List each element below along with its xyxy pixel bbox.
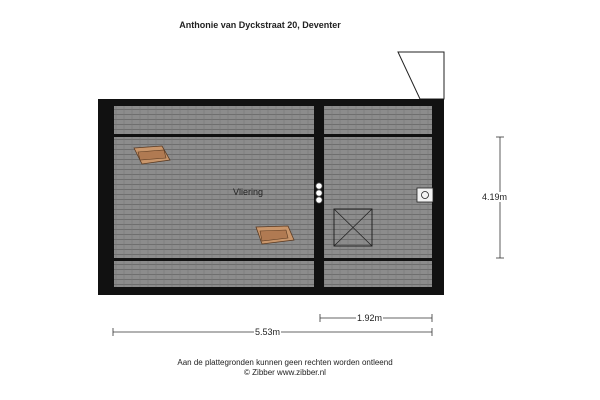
room-label-vliering: Vliering — [233, 187, 264, 197]
height-dimension-label: 4.19m — [482, 192, 508, 202]
roof-panel-top-right — [324, 106, 432, 134]
page-title: Anthonie van Dyckstraat 20, Deventer — [179, 20, 341, 30]
dormer-outline — [398, 52, 444, 99]
credit-text: © Zibber www.zibber.nl — [244, 368, 326, 377]
right-width-dimension-label: 1.92m — [357, 313, 383, 323]
boiler-unit — [417, 188, 433, 202]
disclaimer-text: Aan de plattegronden kunnen geen rechten worden ontleend — [177, 358, 393, 367]
roof-panel-bottom-left — [114, 261, 314, 287]
roof-panel-top-left — [114, 106, 314, 134]
partition-opening — [316, 183, 322, 203]
roof-panel-bottom-right — [324, 261, 432, 287]
total-width-dimension-label: 5.53m — [255, 327, 281, 337]
